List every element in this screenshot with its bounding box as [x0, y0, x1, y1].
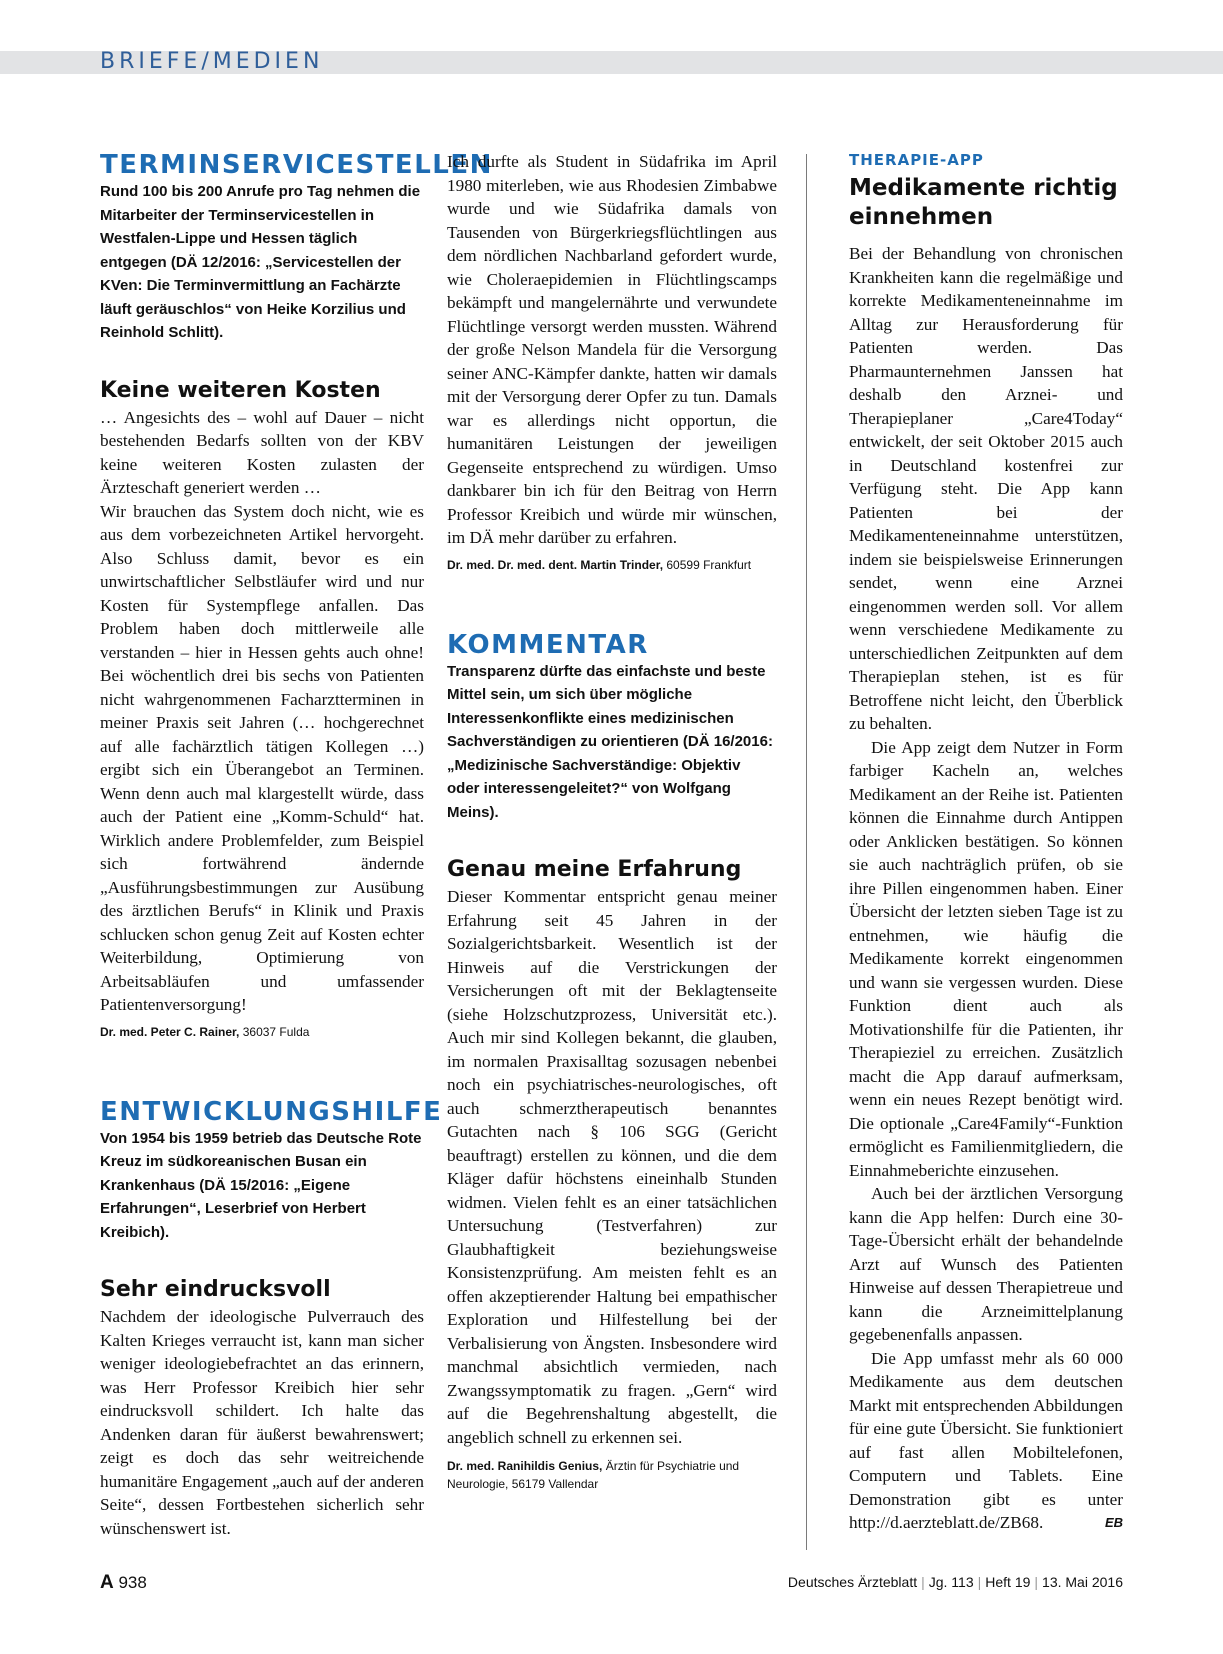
column-divider [806, 154, 807, 1550]
paragraph: Ich durfte als Student in Südafrika im April 1980 miterleben, wie aus Rhodesien Zimbabwe wurde und wie Südafrika damals von Tausenden von Bürgerkriegsflüchtlingen aus dem nördlichen Nachbarland gefordert wurde, wie Choleraepidemien in Flüchtlingscamps bekämpft und mangelernährte und verwundete Flüchtlinge versorgt werden mussten. Während der große Nelson Mandela für die Versorgung seiner ANC-Kämpfer dankte, hatten wir damals mit der Versorgung derer Opfer zu tun. Damals war es allerdings nicht opportun, die humanitären Leistungen der jeweiligen Gegenseite entsprechend zu würdigen. Umso dankbarer bin ich für den Beitrag von Herrn Professor Kreibich und würde mir wünschen, im DÄ mehr darüber zu erfahren. [447, 152, 777, 547]
page-number [100, 1572, 147, 1594]
letter-title: Keine weiteren Kosten [100, 377, 381, 403]
paragraph: Die App zeigt dem Nutzer in Form farbiger Kacheln an, welches Medikament an der Reihe ist. Patienten können die Einnahme durch Antippen oder Anklicken bestätigen. So können sie auch nachträglich prüfen, ob sie ihre Pillen eingenommen haben. Einer Übersicht der letzten sieben Tage ist zu entnehmen, wie häufig die Medikamente korrekt eingenommen und wann sie vergessen wurden. Diese Funktion dient auch als Motivationshilfe für die Patienten, ihr Therapieziel zu erreichen. Zusätzlich macht die App darauf aufmerksam, wenn ein neues Rezept benötigt wird. Die optionale „Care4Family“-Funktion ermöglicht es Familienmitgliedern, die Einnahmeberichte einzusehen. [849, 737, 1123, 1180]
letter-title: Genau meine Erfahrung [447, 857, 742, 882]
letter-signature [447, 1457, 777, 1493]
article-intro: Transparenz dürfte das einfachste und beste Mittel sein, um sich über mögliche Interessenkonflikte eines medizinischen Sachverständigen zu orientieren (DÄ 16/2016: „Medizinische Sachverständige: Objektiv oder interessengeleitet?“ von Wolfgang Meins). [447, 662, 773, 821]
publication-volume: Jg. 113 [928, 1574, 974, 1590]
author-place: 36037 Fulda [239, 1024, 310, 1039]
paragraph [849, 1347, 1123, 1535]
page-prefix: A [100, 1572, 114, 1593]
article-intro: Von 1954 bis 1959 betrieb das Deutsche Rote Kreuz im südkoreanischen Busan ein Krankenhaus (DÄ 15/2016: „Eigene Erfahrungen“, Leserbrief von Herbert Kreibich). [100, 1129, 422, 1241]
section-title: TERMINSERVICESTELLEN [100, 150, 493, 180]
section-title: ENTWICKLUNGSHILFE [100, 1096, 443, 1127]
paragraph: … Angesichts des – wohl auf Dauer – nicht bestehenden Bedarfs sollten von der KBV keine weiteren Kosten zulasten der Ärzteschaft generiert werden … [100, 407, 424, 497]
author-name: Dr. med. Dr. med. dent. Martin Trinder, [447, 557, 664, 572]
article-intro: Rund 100 bis 200 Anrufe pro Tag nehmen die Mitarbeiter der Terminservicestellen in Westfalen-Lippe und Hessen täglich entgegen (DÄ 12/2016: „Servicestellen der KVen: Die Terminvermittlung an Fachärzte läuft geräuschlos“ von Heike Korzilius und Reinhold Schlitt). [100, 183, 421, 341]
article-body [849, 242, 1123, 1535]
section-header: BRIEFE/MEDIEN [100, 49, 324, 74]
letter-body [447, 885, 777, 1449]
letter-body [447, 150, 777, 550]
author-name: Dr. med. Ranihildis Genius, [447, 1459, 603, 1473]
author-place: 60599 Frankfurt [663, 557, 752, 572]
page-number-value: 938 [118, 1573, 147, 1592]
letter-title: Sehr eindrucksvoll [100, 1277, 331, 1302]
publication-issue: Heft 19 [985, 1574, 1031, 1590]
letter-signature [100, 1023, 424, 1041]
paragraph: Bei der Behandlung von chronischen Krankheiten kann die regelmäßige und korrekte Medikamenteneinnahme im Alltag zur Herausforderung für Patienten werden. Das Pharmaunternehmen Janssen hat deshalb den Arznei- und Therapieplaner „Care4Today“ entwickelt, der seit Oktober 2015 auch in Deutschland kostenfrei zur Verfügung steht. Die App kann Patienten bei der Medikamenteneinnahme unterstützen, indem sie beispielsweise Erinnerungen sendet, wenn eine Arznei eingenommen werden soll. Vor allem wenn verschiedene Medikamente zu unterschiedlichen Zeitpunkten auf dem Therapieplan stehen, ist es für Betroffene nicht leicht, den Überblick zu behalten. [849, 244, 1123, 733]
column-middle [447, 150, 777, 1493]
column-right [849, 150, 1123, 1535]
letter-body [100, 1305, 424, 1540]
article-headline: Medikamente richtig einnehmen [849, 175, 1118, 230]
paragraph: Auch bei der ärztlichen Versorgung kann die App helfen: Durch eine 30-Tage-Übersicht erhält der behandelnde Arzt auf Wunsch des Patienten Hinweise auf dessen Therapietreue und kann die Arzneimittelplanung gegebenenfalls anpassen. [849, 1184, 1123, 1344]
article-therapie-app [849, 150, 1123, 1535]
paragraph: Dieser Kommentar entspricht genau meiner Erfahrung seit 45 Jahren in der Sozialgerichtsbarkeit. Wesentlich ist der Hinweis auf die Verstrickungen der Versicherungen oft mit der Beklagtenseite (siehe Holzschutzprozess, Universität etc.). Auch mir sind Kollegen bekannt, die glauben, im normalen Praxisalltag sozusagen nebenbei noch ein psychiatrisches-neurologisches, oft auch schmerztherapeutisch benanntes Gutachten nach § 106 SGG (Gericht beauftragt) erstellen zu können, und die dem Kläger dafür höchstens eineinhalb Stunden widmen. Vielen fehlt es an einer tatsächlichen Untersuchung (Testverfahren) zur Glaubhaftigkeit beziehungsweise Konsistenzprüfung. Am meisten fehlt es an offen akzeptierender Haltung bei empathischer Exploration und Hilfestellung bei der Verbalisierung von Ängsten. Insbesondere wird manchmal absichtlich vermieden, nach Zwangssymptomatik zu fragen. „Gern“ wird auf die Begehrenshaltung abgestellt, die angeblich schnell zu erkennen sei. [447, 887, 777, 1447]
publication-name: Deutsches Ärzteblatt [787, 1574, 918, 1590]
column-left [100, 150, 493, 1540]
publication-info: Deutsches Ärzteblatt | Jg. 113 | Heft 19 | 13. Mai 2016 [787, 1574, 1123, 1590]
publication-date: 13. Mai 2016 [1042, 1574, 1123, 1590]
article-terminservicestellen [100, 150, 493, 1041]
article-kommentar [447, 630, 777, 1494]
author-initials: EB [1104, 1515, 1123, 1530]
section-title: KOMMENTAR [447, 629, 649, 660]
letter-continuation [447, 150, 777, 574]
article-kicker: THERAPIE-APP [849, 151, 984, 169]
letter-body [100, 406, 424, 1017]
article-entwicklungshilfe [100, 1096, 443, 1541]
letter-signature [447, 556, 777, 574]
paragraph-text: Die App umfasst mehr als 60 000 Medikamente aus dem deutschen Markt mit entsprechenden Abbildungen für eine gute Übersicht. Sie funktioniert auf fast allen Mobiltelefonen, Computern und Tablets. Eine Demonstration gibt es unter http://d.aerzteblatt.de/ZB68. [849, 1348, 1123, 1532]
paragraph: Nachdem der ideologische Pulverrauch des Kalten Krieges verraucht ist, kann man sicher weniger ideologiebefrachtet an das erinnern, was Herr Professor Kreibich hier sehr eindrucksvoll schildert. Ich halte das Andenken daran für äußerst bewahrenswert; zeigt es doch das sehr weitreichende humanitäre Engagement „auch auf der anderen Seite“, dessen Fortbestehen sicherlich sehr wünschenswert ist. [100, 1307, 424, 1538]
author-place: Ärztin für Psychiatrie und Neurologie, 56179 Vallendar [447, 1459, 740, 1491]
paragraph: Wir brauchen das System doch nicht, wie es aus dem vorbezeichneten Artikel hervorgeht. Also Schluss damit, bevor es ein unwirtschaftlicher Selbstläufer wird und nur Kosten für Systempflege anfallen. Das Problem haben doch mittlerweile alle verstanden – hier in Hessen gehts auch ohne! Bei wöchentlich drei bis sechs von Patienten nicht wahrgenommenen Facharztterminen in meiner Praxis seit Jahren (… hochgerechnet auf alle fachärztlich tätigen Kollegen …) ergibt sich ein Überangebot an Terminen. Wenn denn auch mal klargestellt würde, dass auch der Patient eine „Komm-Schuld“ hat. Wirklich andere Problemfelder, zum Beispiel sich fortwährend ändernde „Ausführungsbestimmungen zur Ausübung des ärztlichen Berufs“ in Klinik und Praxis schlucken schon genug Zeit auf Kosten echter Weiterbildung, Optimierung von Arbeitsabläufen und umfassender Patientenversorgung! [100, 501, 424, 1014]
author-name: Dr. med. Peter C. Rainer, [100, 1024, 240, 1039]
